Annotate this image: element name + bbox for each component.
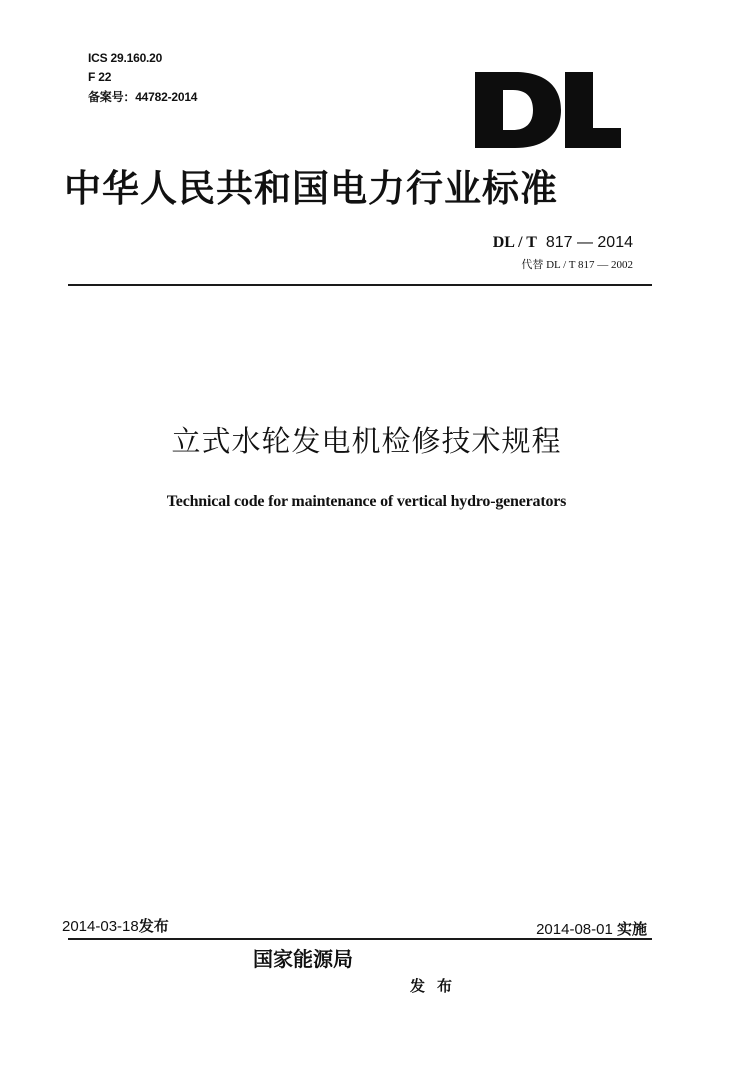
document-title-en: Technical code for maintenance of vertical hydro-generators [166, 493, 567, 510]
dl-logo-icon [473, 70, 623, 150]
standard-number-prefix: DL / T [492, 234, 537, 251]
issue-date-value: 2014-03-18 [62, 918, 139, 935]
issuer-name: 国家能源局 [253, 947, 353, 971]
header-divider [68, 284, 652, 286]
replaces-standard: 代替 DL / T 817 — 2002 [521, 259, 633, 271]
standard-number [493, 234, 633, 252]
ccs-code: F 22 [88, 70, 112, 84]
implementation-date-value: 2014-08-01 [536, 921, 613, 938]
issuer-action: 发布 [410, 977, 465, 995]
record-number: 备案号：44782-2014 [88, 90, 198, 104]
footer-divider [68, 938, 652, 940]
implementation-date [536, 918, 647, 939]
issue-date-label: 发布 [138, 917, 169, 935]
issuing-body-title: 中华人民共和国电力行业标准 [64, 166, 558, 210]
document-title-zh: 立式水轮发电机检修技术规程 [171, 424, 562, 458]
issue-date [62, 915, 169, 936]
standard-number-value: 817 — 2014 [545, 234, 633, 251]
implementation-date-label: 实施 [616, 920, 647, 938]
ics-code: ICS 29.160.20 [88, 51, 163, 65]
